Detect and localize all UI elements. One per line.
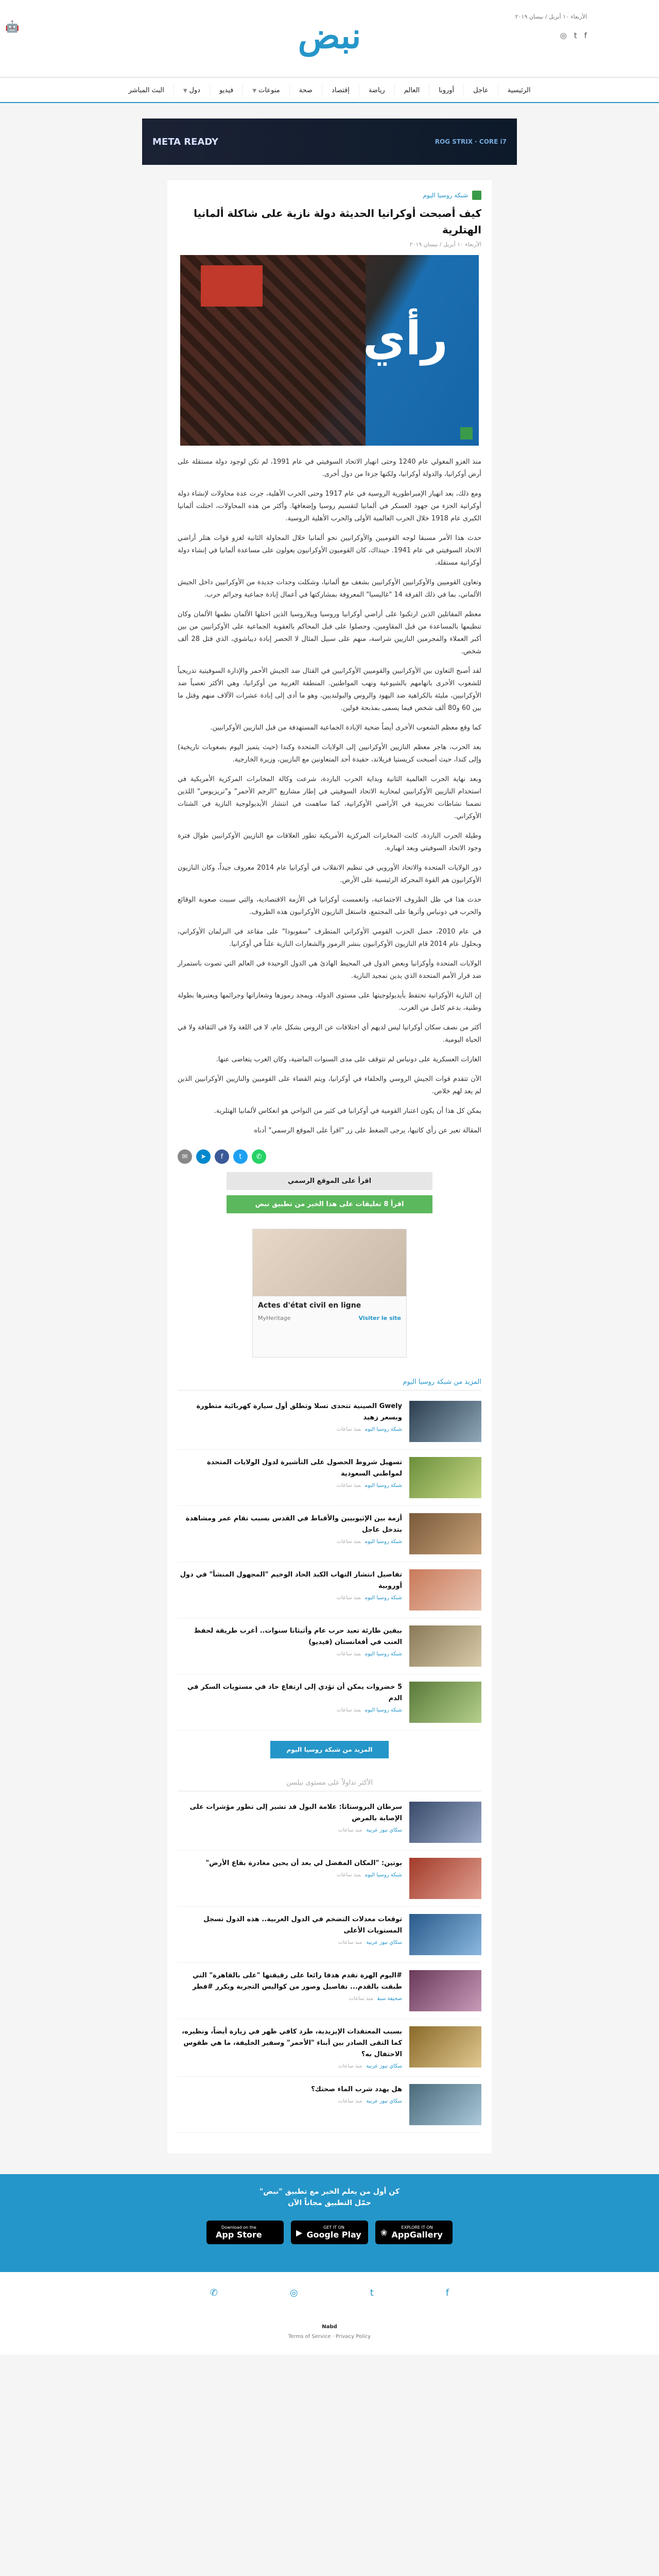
app-promo-footer bbox=[0, 2174, 659, 2272]
list-text bbox=[178, 1401, 402, 1442]
list-meta bbox=[178, 1595, 402, 1601]
list-title[interactable]: توقعات معدلات التضخم في الدول العربية.. هذه الدول تسجل المستويات الأعلى bbox=[203, 1916, 402, 1935]
list-text bbox=[178, 1457, 402, 1498]
list-source: شبكة روسيا اليوم bbox=[365, 1707, 402, 1713]
list-text bbox=[178, 1569, 402, 1611]
footer-links[interactable]: Terms of Service · Privacy Policy bbox=[288, 2334, 371, 2340]
telegram-icon[interactable]: ➤ bbox=[196, 1149, 211, 1164]
list-meta bbox=[178, 1872, 402, 1878]
share-bar bbox=[178, 1149, 481, 1164]
hero-flag bbox=[201, 265, 263, 307]
read-in-app-button[interactable]: اقرأ 8 تعليقات على هذا الخبر من تطبيق نبض bbox=[227, 1195, 432, 1213]
nav-item-video[interactable]: فيديو bbox=[210, 84, 242, 97]
list-item[interactable] bbox=[178, 2019, 481, 2077]
hero-label: رأي bbox=[362, 312, 448, 366]
nav-item-economy[interactable]: إقتصاد bbox=[322, 84, 359, 97]
article-paragraph: أكثر من نصف سكان أوكرانيا ليس لديهم أي اختلافات عن الروس بشكل عام، لا في اللغة ولا في الثقافة ولا في الحياة اليومية. bbox=[178, 1024, 481, 1044]
site-logo[interactable]: نبض bbox=[298, 15, 361, 57]
store-small: GET IT ON bbox=[323, 2225, 344, 2230]
more-from-source-button[interactable]: المزيد من شبكة روسيا اليوم bbox=[270, 1741, 389, 1758]
chevron-down-icon: ▼ bbox=[183, 88, 187, 94]
list-source: سكاي نيوز عربية bbox=[366, 2098, 402, 2104]
article-paragraph: وطيلة الحرب الباردة، كانت المخابرات المركزية الأمريكية تطور العلاقات مع النازيين الأوكرانيين طوال فترة وجود الاتحاد السوفيتي وبعد انهياره. bbox=[178, 832, 481, 852]
facebook-icon[interactable]: f bbox=[445, 2287, 449, 2298]
store-small: Download on the bbox=[221, 2225, 256, 2230]
nav-item-misc[interactable] bbox=[242, 84, 289, 98]
list-text bbox=[178, 1513, 402, 1554]
list-thumb bbox=[409, 1970, 481, 2011]
article-paragraph: يمكن كل هذا أن يكون اعتبار القومية في أوكرانيا في كثير من النواحي هو انعكاس لألمانيا الهتلرية. bbox=[214, 1107, 481, 1115]
related-section-title: المزيد من شبكة روسيا اليوم bbox=[178, 1373, 481, 1391]
list-thumb bbox=[409, 1914, 481, 1955]
chevron-down-icon: ▼ bbox=[252, 88, 257, 94]
nav-item-europe[interactable]: أوروبا bbox=[429, 84, 463, 97]
list-item[interactable] bbox=[178, 1618, 481, 1674]
list-title[interactable]: سرطان البروستاتا: علامة البول قد تشير إلى تطور مؤشرات على الإصابة بالمرض bbox=[189, 1803, 402, 1822]
facebook-share-icon[interactable]: f bbox=[215, 1149, 229, 1164]
header-social bbox=[560, 31, 587, 40]
list-time: منذ ساعات bbox=[336, 1707, 361, 1713]
list-item[interactable] bbox=[178, 1674, 481, 1731]
source-logo-icon bbox=[472, 191, 481, 200]
list-title[interactable]: أزمة بين الإثيوبيين والأقباط في القدس بسبب تقام عمر ومشاهدة بتدخل عاجل bbox=[185, 1515, 402, 1534]
list-thumb bbox=[409, 1569, 481, 1611]
list-thumb bbox=[409, 1625, 481, 1667]
twitter-icon[interactable]: t bbox=[370, 2287, 374, 2298]
store-big: AppGallery bbox=[391, 2230, 443, 2240]
list-source: صحيفة سبق bbox=[377, 1996, 402, 2002]
app-store-button[interactable] bbox=[206, 2221, 284, 2244]
list-text bbox=[178, 1682, 402, 1723]
facebook-icon[interactable]: f bbox=[584, 31, 587, 40]
email-share-icon[interactable]: ✉ bbox=[178, 1149, 192, 1164]
nav-item-urgent[interactable]: عاجل bbox=[463, 84, 498, 97]
nav-item-world[interactable]: العالم bbox=[394, 84, 429, 97]
huawei-icon: ❀ bbox=[380, 2227, 388, 2238]
whatsapp-icon[interactable]: ✆ bbox=[210, 2287, 218, 2298]
list-title[interactable]: هل يهدد شرب الماء صحتك؟ bbox=[311, 2086, 402, 2093]
list-meta bbox=[178, 1651, 402, 1657]
article-paragraph: حدث هذا الأمر مسبقا لوجه القوميين والأوكرانيين نحو ألمانيا خلال المحاولة الثانية لغزو قوات هتلر أراضي الاتحاد السوفيتي في عام 1941. حينذاك، كان القوميون الأوكرانيون يعولون على مساعدة ألمانيا في إنشاء دولة أوكرانية مستقلة. bbox=[178, 534, 481, 567]
article-paragraph: لقد أصبح التعاون بين الأوكرانيين والقوميين الأوكرانيين في القتال ضد الجيش الأحمر والإدارة السوفيتية تدريجياً للشعوب الأخرى باتهامهم بالشيوعية ونهب المواطنين. المنطقة الغربية من أوكرانيا، وهي الأكثر تعصباً ضد الأوكرانيين، مليئة بالكراهية ضد اليهود والروس والبولنديين، وهو ما أدى إلى إبادة عشرات الآلاف منهم وقتل ما بين 60 و80 ألف شخص فيما يسمى بمذبحة فولين. bbox=[178, 667, 481, 712]
store-badges bbox=[0, 2221, 659, 2244]
list-meta bbox=[178, 1827, 402, 1833]
article-paragraph: ومع ذلك، بعد انهيار الإمبراطورية الروسية في عام 1917 وحتى الحرب الأهلية، جرت عدة محاولات لإنشاء دولة أوكرانية الجزء من جهود العسكر في ألمانيا لتقسيم روسيا وإضعافها. وأكثر من هذه المحاولات، احتلت ألمانيا الكبرى عام 1918 خلال الحرب العالمية الأولى والحرب الأهلية الروسية. bbox=[178, 490, 481, 522]
article-date: الأربعاء ١٠ أبريل / نيسان ٢٠١٩ bbox=[409, 241, 481, 248]
list-title[interactable]: بوتين: "المكان المفضل لي بعد أن يحين مغادرة بقاع الأرض" bbox=[205, 1859, 402, 1867]
twitter-share-icon[interactable]: t bbox=[233, 1149, 248, 1164]
ad-right-text: ROG STRIX · CORE i7 bbox=[435, 138, 507, 145]
ad-footer bbox=[253, 1315, 406, 1321]
list-text bbox=[178, 2084, 402, 2125]
google-play-button[interactable] bbox=[291, 2221, 368, 2244]
list-time: منذ ساعات bbox=[336, 1651, 361, 1657]
list-source: سكاي نيوز عربية bbox=[366, 1827, 402, 1833]
list-title[interactable]: بسبب المعتقدات الإيزيدية، طرد كافي ظهر في زيارة أيضاً، ونظيره، كما التقى الصادر بين أبناء "الأحمر" وسفير الخليفة، ما هي طقوس الاحتفال به؟ bbox=[182, 2028, 402, 2058]
ad-image bbox=[253, 1229, 406, 1296]
store-small: EXPLORE IT ON bbox=[401, 2225, 433, 2230]
ad-left-text: META READY bbox=[152, 136, 219, 147]
list-time: منذ ساعات bbox=[338, 2098, 362, 2104]
top-header bbox=[0, 0, 659, 77]
list-item[interactable] bbox=[178, 1450, 481, 1506]
list-item[interactable] bbox=[178, 1963, 481, 2019]
article-paragraph: وتعاون القوميين والأوكرانيين الأوكرانيين بشغف مع ألمانيا، وشكلت وحدات جديدة من الأوكرانيين داخل الجيش الألماني، بما في ذلك الفرقة 14 "غاليسيا" المعروفة بمشاركتها في أعمال إبادة جماعية وجرائم حرب. bbox=[178, 579, 481, 599]
list-item[interactable] bbox=[178, 1562, 481, 1618]
list-time: منذ ساعات bbox=[336, 1872, 361, 1878]
footer-bottom bbox=[0, 2272, 659, 2354]
list-source: شبكة روسيا اليوم bbox=[365, 1539, 402, 1545]
list-title[interactable]: #اليوم الهرة تقدم هدفا رائعا على رقيقتها "على بالقاهرة" التي طبقت بالقدم... تفاصيل وصور من كواليس التجربة ويكرر #فطر bbox=[192, 1972, 402, 1991]
list-thumb bbox=[409, 1513, 481, 1554]
list-text bbox=[178, 1914, 402, 1955]
sponsored-ad[interactable] bbox=[252, 1229, 407, 1358]
list-item[interactable] bbox=[178, 1851, 481, 1907]
article-hero-image bbox=[180, 255, 479, 446]
store-big: App Store bbox=[216, 2230, 262, 2240]
twitter-icon[interactable]: t bbox=[574, 31, 577, 40]
store-big: Google Play bbox=[306, 2230, 361, 2240]
list-meta bbox=[178, 1539, 402, 1545]
list-time: منذ ساعات bbox=[336, 1539, 361, 1545]
list-item[interactable] bbox=[178, 1506, 481, 1562]
nav-item-countries[interactable] bbox=[174, 84, 210, 98]
article-paragraph: بعد الحرب، هاجر معظم النازيين الأوكرانيين إلى الولايات المتحدة وكندا (حيث يتميز اليوم بصعوبات تاريخية) وإلى كندا، حيث أصبحت كريستيا فريلاند، حفيدة أحد المتعاونين مع النازيين، وزيرة الخارجية. bbox=[178, 743, 481, 764]
nav-item-live[interactable]: البث المباشر bbox=[128, 87, 164, 94]
article-container bbox=[167, 180, 492, 2154]
list-source: سكاي نيوز عربية bbox=[366, 1940, 402, 1945]
list-title[interactable]: Gwely الصينية تتحدى تسلا وتطلق أول سيارة كهربائية متطورة وبسعر زهيد bbox=[196, 1402, 402, 1421]
trending-section-title: الأكثر تداولاً على مستوى نيلسن bbox=[178, 1774, 481, 1791]
nav-item-misc-label: منوعات bbox=[258, 86, 280, 94]
list-time: منذ ساعات bbox=[338, 1940, 362, 1945]
android-icon[interactable]: 🤖 bbox=[5, 21, 20, 33]
main-nav bbox=[0, 77, 659, 103]
article-source[interactable] bbox=[178, 191, 481, 200]
list-meta bbox=[178, 1707, 402, 1713]
list-meta bbox=[178, 2063, 402, 2069]
article-paragraph: في عام 2010، حصل الحزب القومي الأوكراني المتطرف "سفوبودا" على مقاعد في البرلمان الأوكراني، وبحلول عام 2014 قام النازيون الأوكرانيون بنشر الرموز والشعارات النازية علناً في أوكرانيا. bbox=[178, 928, 481, 948]
article-paragraph: الآن تتقدم قوات الجيش الروسي والحلفاء في أوكرانيا، ويتم القضاء على القوميين والنازيين الأوكرانيين الذين لم يعد لهم خلاص. bbox=[178, 1075, 481, 1095]
article-paragraph: معظم المقاتلين الذين ارتكبوا على أراضي أوكرانيا وروسيا وبيلاروسيا الذين احتلها الألمان نظمها الألمان وكان تنظيمها بالمساعدة من قبل المقاومين، وحصلوا على قبل المحاكم بالعقوبة الجماعية على الأوكرانيين من بين أكبر العملاء والمجرمين النازيين شراسة، منهم على سبيل المثال لا الحصر إبادة ديباشوي، الذي قتل 28 ألف شخص. bbox=[178, 611, 481, 655]
list-text bbox=[178, 1625, 402, 1667]
instagram-icon[interactable]: ◎ bbox=[289, 2287, 298, 2298]
nav-item-home[interactable]: الرئيسية bbox=[498, 84, 540, 97]
app-gallery-button[interactable] bbox=[375, 2221, 453, 2244]
list-thumb bbox=[409, 1802, 481, 1843]
list-text bbox=[178, 1802, 402, 1843]
article-paragraph: المقالة تعبر عن رأي كاتبها، يرجى الضغط على زر "اقرأ على الموقع الرسمي" أدناه bbox=[254, 1127, 481, 1134]
ad-cta[interactable]: Visiter le site bbox=[358, 1315, 401, 1321]
play-icon: ▶ bbox=[296, 2227, 303, 2238]
list-meta bbox=[178, 2098, 402, 2104]
read-official-button[interactable]: اقرأ على الموقع الرسمي bbox=[227, 1172, 432, 1190]
list-text bbox=[178, 1858, 402, 1899]
list-thumb bbox=[409, 1401, 481, 1442]
app-promo-line2: حمّل التطبيق مجاناً الآن bbox=[288, 2199, 371, 2207]
footer-social bbox=[0, 2287, 659, 2298]
list-source: سكاي نيوز عربية bbox=[366, 2063, 402, 2069]
top-ad-banner[interactable] bbox=[142, 118, 517, 165]
list-item[interactable] bbox=[178, 1794, 481, 1851]
list-text bbox=[178, 2026, 402, 2069]
app-promo-line1: كن أول من يعلم الخبر مع تطبيق "نبض" bbox=[259, 2188, 400, 2196]
list-thumb bbox=[409, 1682, 481, 1723]
list-time: منذ ساعات bbox=[336, 1595, 361, 1601]
ad-title: Actes d'état civil en ligne bbox=[258, 1301, 361, 1310]
header-date: الأربعاء ١٠ أبريل / نيسان ٢٠١٩ bbox=[515, 13, 587, 20]
list-text bbox=[178, 1970, 402, 2011]
list-item[interactable] bbox=[178, 1907, 481, 1963]
hero-corner-logo bbox=[460, 427, 473, 439]
list-title[interactable]: تسهيل شروط الحصول على التأشيرة لدول الولايات المتحدة لمواطني السعودية bbox=[206, 1459, 402, 1478]
whatsapp-icon[interactable]: ✆ bbox=[252, 1149, 266, 1164]
list-source: شبكة روسيا اليوم bbox=[365, 1651, 402, 1657]
list-thumb bbox=[409, 2084, 481, 2125]
article-paragraph: كما وقع معظم الشعوب الأخرى أيضاً ضحية الإبادة الجماعية المستهدفة من قبل النازيين الأوكرانيين. bbox=[210, 724, 481, 732]
article-paragraph: وبعد نهاية الحرب العالمية الثانية وبداية الحرب الباردة، شرعت وكالة المخابرات المركزية الأمريكية في استخدام النازيين الأوكرانيين لمحاربة الاتحاد السوفيتي في إطار مشاريع "الرجم الأحمر" و"تريزيوس" اللذين تضمنا نشاطات تخريبية في الأراضي الأوكرانية، كما ساهمت في انتشار الأيديولوجية النازية في الشتات الأوكراني. bbox=[178, 775, 481, 820]
list-meta bbox=[178, 1483, 402, 1488]
list-time: منذ ساعات bbox=[338, 1827, 362, 1833]
article-title: كيف أصبحت أوكرانيا الحديثة دولة نازية على شاكلة ألمانيا الهتلرية bbox=[194, 207, 481, 236]
footer-brand: Nabd bbox=[322, 2324, 337, 2330]
list-meta bbox=[178, 1940, 402, 1945]
list-source: شبكة روسيا اليوم bbox=[365, 1483, 402, 1488]
list-item[interactable] bbox=[178, 1394, 481, 1450]
list-thumb bbox=[409, 1858, 481, 1899]
nav-item-countries-label: دول bbox=[189, 86, 201, 94]
list-time: منذ ساعات bbox=[338, 2063, 362, 2069]
list-item[interactable] bbox=[178, 2077, 481, 2133]
list-thumb bbox=[409, 1457, 481, 1498]
list-title[interactable]: تفاصيل انتشار التهاب الكبد الحاد الوخيم "المجهول المنشأ" في دول أوروبية bbox=[180, 1571, 402, 1590]
nav-item-health[interactable]: صحة bbox=[289, 84, 322, 97]
article-paragraph: الولايات المتحدة وأوكرانيا وبعض الدول في المحيط الهادئ هي الدول الوحيدة في العالم التي تصوت باستمرار ضد قرار الأمم المتحدة الذي يدين تمجيد النازية. bbox=[178, 960, 481, 980]
article-paragraph: إن النازية الأوكرانية تحتفظ بأيديولوجيتها على مستوى الدولة، ويمجد رموزها وشعاراتها وجرائمها ويعتبرها بطولة وطنية، بدعم كامل من الغرب. bbox=[178, 992, 481, 1012]
list-time: منذ ساعات bbox=[336, 1427, 361, 1432]
source-name: شبكة روسيا اليوم bbox=[423, 192, 468, 199]
article-body bbox=[178, 456, 481, 1137]
list-time: منذ ساعات bbox=[336, 1483, 361, 1488]
list-meta bbox=[178, 1996, 402, 2002]
os-links bbox=[5, 21, 26, 33]
article-paragraph: منذ الغزو المغولي عام 1240 وحتى انهيار الاتحاد السوفيتي في عام 1991، لم تكن لوجود دولة مستقلة على أرض أوكرانيا، والدولة أوكرانيا، ولكنها جزءا من دول أخرى. bbox=[178, 458, 481, 478]
article-paragraph: دور الولايات المتحدة والاتحاد الأوروبي في تنظيم الانقلاب في أوكرانيا عام 2014 معروف جيداً، وكان النازيون الأوكرانيون هم القوة المحركة الرئيسية على الأرض. bbox=[178, 864, 481, 884]
instagram-icon[interactable]: ◎ bbox=[560, 31, 567, 40]
list-meta bbox=[178, 1427, 402, 1432]
ad-brand: MyHeritage bbox=[258, 1315, 291, 1321]
list-source: شبكة روسيا اليوم bbox=[365, 1427, 402, 1432]
list-title[interactable]: 5 خضروات يمكن أن تؤدي إلى ارتفاع حاد في مستويات السكر في الدم bbox=[187, 1683, 402, 1702]
list-source: شبكة روسيا اليوم bbox=[365, 1595, 402, 1601]
list-source: شبكة روسيا اليوم bbox=[365, 1872, 402, 1878]
nav-item-sports[interactable]: رياضة bbox=[359, 84, 394, 97]
list-title[interactable]: بيقين طارئة تعيد حرب عام وأثيثانا سنوات.. أغرب طريقة لحفظ العنب في أفغانستان (فيديو) bbox=[194, 1627, 402, 1646]
list-time: منذ ساعات bbox=[349, 1996, 373, 2002]
article-paragraph: الغارات العسكرية على دونباس لم تتوقف على مدى السنوات الماضية، وكان الغرب يتغاضى عنها. bbox=[216, 1056, 481, 1063]
article-paragraph: حدث هذا في ظل الظروف الاجتماعية، وانغمست أوكرانيا في الأزمة الاقتصادية، والتي سببت صعوبة الوقائع والحرب في دونباس وأثرها على المجتمع، فاستغل النازيون الأوكرانيون هذه الظروف. bbox=[178, 896, 481, 916]
list-thumb bbox=[409, 2026, 481, 2067]
